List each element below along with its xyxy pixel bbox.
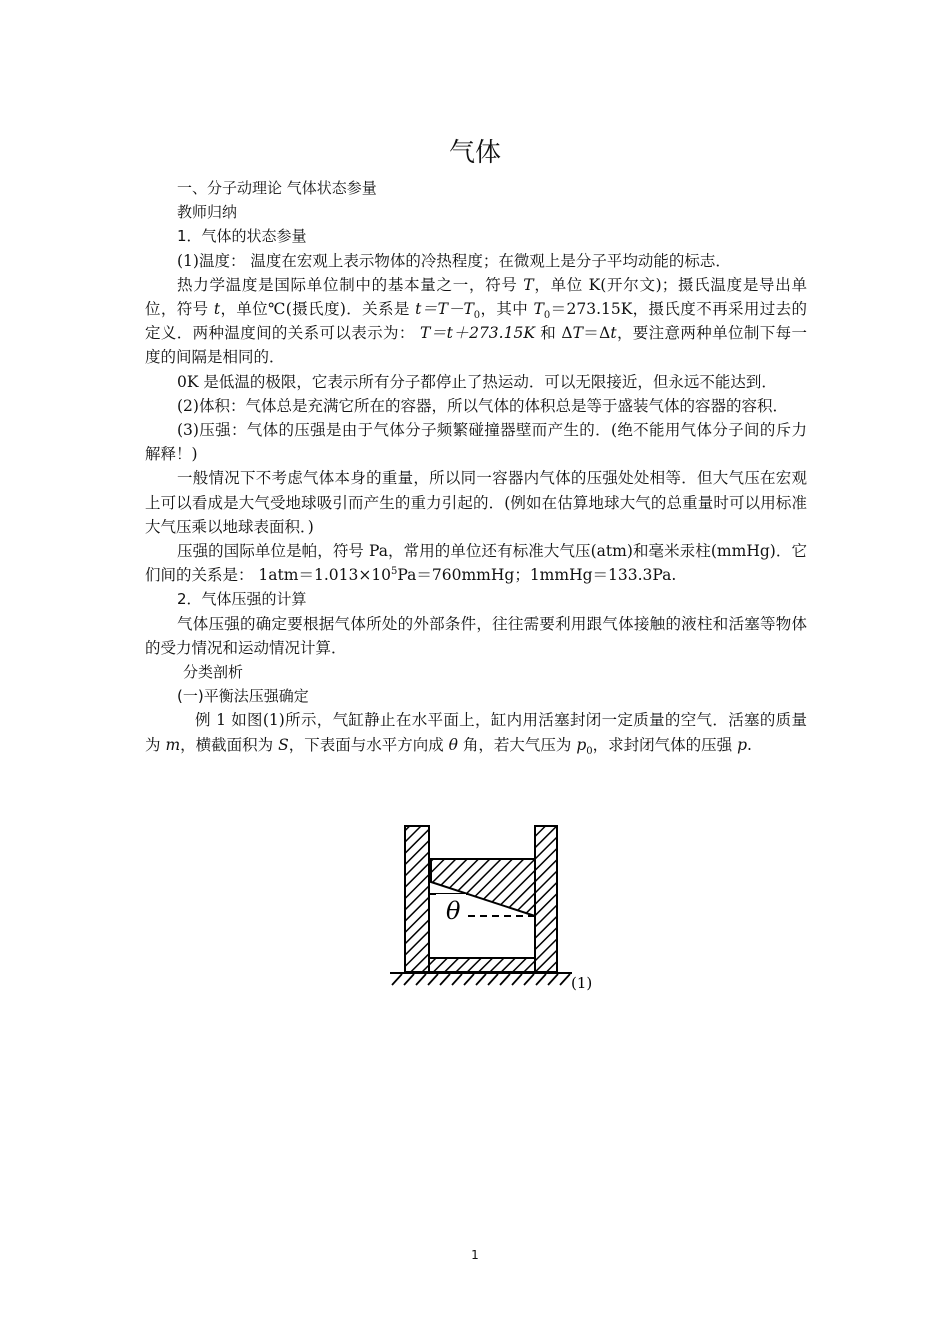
absolute-zero-note: 0K 是低温的极限，它表示所有分子都停止了热运动．可以无限接近，但永远不能达到． — [177, 372, 777, 391]
volume-paragraph: (2)体积：气体总是充满它所在的容器，所以气体的体积总是等于盛装气体的容器的容积． — [177, 396, 788, 415]
pressure-paragraph: 一般情况下不考虑气体本身的重量，所以同一容器内气体的压强处处相等．但大气压在宏观上可以看成是大气受地球吸引而产生的重力引起的．(例如在估算地球大气的总重量时可以用标准大气压乘以地球表面积．) — [145, 469, 807, 536]
document-body — [145, 176, 807, 757]
ground-hatching — [392, 974, 570, 985]
theta-label: θ — [446, 897, 461, 925]
pressure-definition: (3)压强：气体的压强是由于气体分子频繁碰撞器壁而产生的．(绝不能用气体分子间的斥力解释！) — [145, 421, 807, 464]
page-number: 1 — [471, 1248, 479, 1262]
subheading-method1: (一)平衡法压强确定 — [177, 687, 309, 706]
temperature-definition: (1)温度： 温度在宏观上表示物体的冷热程度；在微观上是分子平均动能的标志． — [177, 251, 731, 270]
pressure-units: 压强的国际单位是帕，符号 Pa，常用的单位还有标准大气压(atm)和毫米汞柱(mmHg)．它们间的关系是： $1atm=1.013\times 10^5Pa=760mmHg$；1mmHg＝133.3Pa. — [145, 542, 807, 585]
subheading-pressure-calc: 2．气体压强的计算 — [177, 590, 307, 609]
section-heading: 一、分子动理论 气体状态参量 — [177, 179, 377, 197]
subheading-teacher: 教师归纳 — [177, 203, 238, 222]
cylinder-left-wall — [405, 826, 429, 972]
subheading-classify: 分类剖析 — [183, 663, 244, 682]
subheading-state-params: 1．气体的状态参量 — [177, 227, 307, 246]
cylinder-piston-figure — [390, 822, 630, 1002]
page-title: 气体 — [448, 138, 501, 168]
figure-caption: (1) — [571, 974, 593, 992]
example-1: 例 1 如图(1)所示，气缸静止在水平面上，缸内用活塞封闭一定质量的空气．活塞的质量为 m，横截面积为 S，下表面与水平方向成 θ 角，若大气压为 $p_0$，求封闭气体的压强 p. — [145, 711, 807, 757]
calc-paragraph: 气体压强的确定要根据气体所处的外部条件，往往需要利用跟气体接触的液柱和活塞等物体的受力情况和运动情况计算． — [145, 614, 807, 657]
cylinder-right-wall — [535, 826, 557, 972]
cylinder-bottom — [429, 958, 535, 972]
temperature-paragraph: 热力学温度是国际单位制中的基本量之一，符号 T，单位 K(开尔文)；摄氏温度是导出单位，符号 t，单位℃(摄氏度)．关系是 $t=T-T_0$，其中 $T_0=273.15K$，摄氏度不再采用过去的定义．两种温度间的关系可以表示为： T＝t＋273.15K 和 ΔT＝Δt，要注意两种单位制下每一度的间隔是相同的． — [145, 275, 807, 367]
